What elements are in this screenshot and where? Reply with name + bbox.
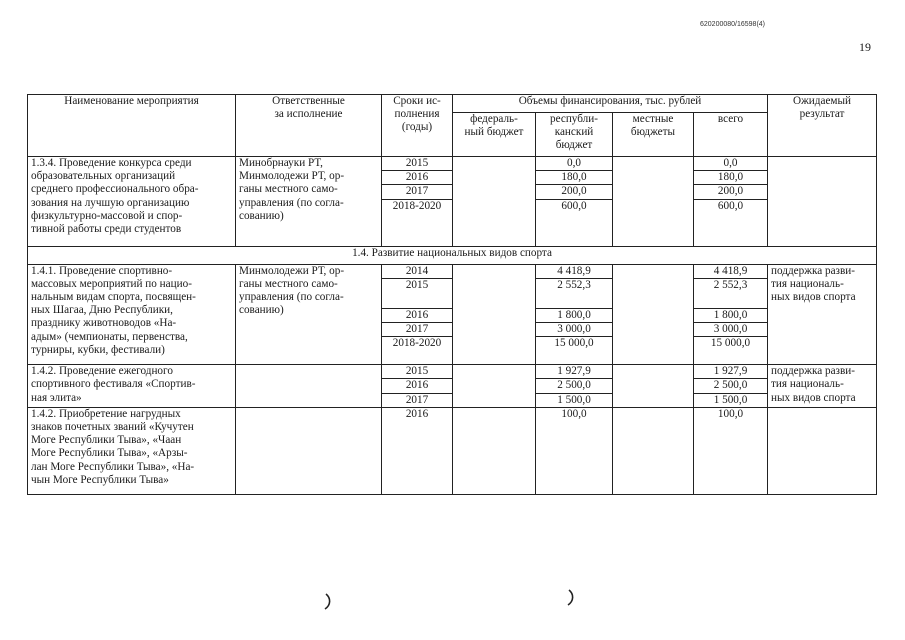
result-cell: поддержка разви- тия националь- ных видов спорта [768, 264, 877, 365]
result-cell: поддержка разви- тия националь- ных видов спорта [768, 365, 877, 408]
local-cell [613, 264, 694, 365]
document-id: 620200080/16598(4) [700, 21, 766, 28]
local-cell [613, 365, 694, 408]
republic-cell: 2 500,0 [536, 379, 613, 393]
republic-cell: 3 000,0 [536, 323, 613, 337]
federal-cell [453, 157, 536, 247]
federal-cell [453, 264, 536, 365]
total-cell: 3 000,0 [694, 323, 768, 337]
year-cell: 2016 [382, 379, 453, 393]
measure-name: 1.4.2. Проведение ежегодного спортивного фестиваля «Спортив- ная элита» [28, 365, 236, 408]
scan-mark [322, 592, 334, 612]
total-cell: 1 927,9 [694, 365, 768, 379]
year-cell: 2017 [382, 185, 453, 199]
section-row [28, 246, 877, 264]
year-cell: 2016 [382, 308, 453, 322]
total-cell: 180,0 [694, 171, 768, 185]
table-row [28, 264, 877, 278]
total-cell: 15 000,0 [694, 337, 768, 365]
republic-cell: 200,0 [536, 185, 613, 199]
total-cell: 2 552,3 [694, 278, 768, 308]
measure-responsible [236, 407, 382, 494]
local-cell [613, 157, 694, 247]
year-cell: 2017 [382, 393, 453, 407]
year-cell: 2015 [382, 278, 453, 308]
header-terms: Сроки ис- полнения (годы) [382, 95, 453, 157]
total-cell: 600,0 [694, 199, 768, 246]
measure-responsible: Минмолодежи РТ, ор- ганы местного само- управления (по согла- сованию) [236, 264, 382, 365]
year-cell: 2014 [382, 264, 453, 278]
table-row [28, 157, 877, 171]
republic-cell: 1 500,0 [536, 393, 613, 407]
header-federal: федераль- ный бюджет [453, 113, 536, 157]
header-financing: Объемы финансирования, тыс. рублей [453, 95, 768, 113]
page-number: 19 [859, 40, 871, 54]
result-cell [768, 407, 877, 494]
local-cell [613, 407, 694, 494]
header-republic: республи- канский бюджет [536, 113, 613, 157]
year-cell: 2018-2020 [382, 337, 453, 365]
year-cell: 2017 [382, 323, 453, 337]
year-cell: 2015 [382, 157, 453, 171]
federal-cell [453, 407, 536, 494]
year-cell: 2016 [382, 171, 453, 185]
header-total: всего [694, 113, 768, 157]
republic-cell: 0,0 [536, 157, 613, 171]
measure-name: 1.4.1. Проведение спортивно- массовых мероприятий по нацио- нальным видам спорта, посвящен- ных Шагаа, Дню Республики, празднику животноводов «На- адым» (чемпионаты, первенства, турниры, кубки, фестивали) [28, 264, 236, 365]
republic-cell: 4 418,9 [536, 264, 613, 278]
header-local: местные бюджеты [613, 113, 694, 157]
federal-cell [453, 365, 536, 408]
total-cell: 1 800,0 [694, 308, 768, 322]
total-cell: 4 418,9 [694, 264, 768, 278]
measure-responsible [236, 365, 382, 408]
table-row [28, 407, 877, 494]
scan-mark [565, 588, 577, 608]
year-cell: 2015 [382, 365, 453, 379]
financing-table [27, 94, 877, 495]
republic-cell: 600,0 [536, 199, 613, 246]
measure-name: 1.4.2. Приобретение нагрудных знаков почетных званий «Кучутен Моге Республики Тыва», «Чаан Моге Республики Тыва», «Арзы- лан Моге Республики Тыва», «На- чын Моге Республики Тыва» [28, 407, 236, 494]
total-cell: 200,0 [694, 185, 768, 199]
republic-cell: 15 000,0 [536, 337, 613, 365]
total-cell: 0,0 [694, 157, 768, 171]
section-title: 1.4. Развитие национальных видов спорта [28, 246, 877, 264]
header-result: Ожидаемый результат [768, 95, 877, 157]
header-name: Наименование мероприятия [28, 95, 236, 157]
year-cell: 2018-2020 [382, 199, 453, 246]
republic-cell: 180,0 [536, 171, 613, 185]
table-row [28, 365, 877, 379]
total-cell: 2 500,0 [694, 379, 768, 393]
total-cell: 100,0 [694, 407, 768, 494]
measure-name: 1.3.4. Проведение конкурса среди образовательных организаций среднего профессионального обра- зования на лучшую организацию физкультурно-массовой и спор- тивной работы среди студентов [28, 157, 236, 247]
republic-cell: 100,0 [536, 407, 613, 494]
measure-responsible: Минобрнауки РТ, Минмолодежи РТ, ор- ганы местного само- управления (по согла- сованию) [236, 157, 382, 247]
header-responsible: Ответственные за исполнение [236, 95, 382, 157]
republic-cell: 2 552,3 [536, 278, 613, 308]
year-cell: 2016 [382, 407, 453, 494]
republic-cell: 1 800,0 [536, 308, 613, 322]
total-cell: 1 500,0 [694, 393, 768, 407]
result-cell [768, 157, 877, 247]
republic-cell: 1 927,9 [536, 365, 613, 379]
